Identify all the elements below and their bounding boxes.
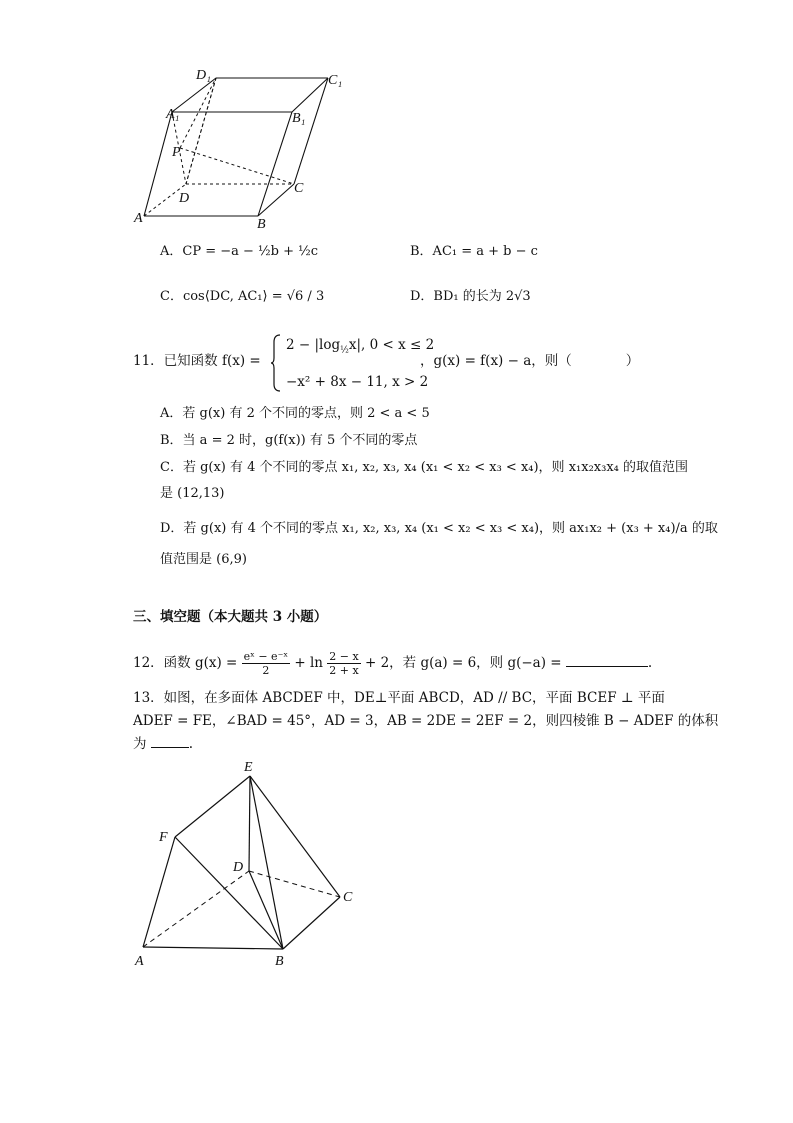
- q12-fraction-2: [327, 650, 360, 677]
- q11-option-a: A．若 g(x) 有 2 个不同的零点，则 2 < a < 5: [160, 406, 430, 421]
- q12-ln-num: 2 − x: [329, 650, 359, 663]
- q13-line-3: [133, 735, 193, 753]
- label-P: P: [172, 145, 181, 160]
- label-C2: C: [343, 890, 353, 905]
- label-B1: B₁: [292, 111, 306, 126]
- q13-line-3-end: .: [188, 736, 194, 752]
- q12-fraction-1: [242, 650, 290, 677]
- label-A1: A₁: [166, 107, 180, 122]
- q10-option-a: A．CP = −a − ½b + ½c: [160, 244, 318, 259]
- label-D: D: [179, 191, 190, 206]
- q10-option-b: B．AC₁ = a + b − c: [410, 244, 538, 259]
- q12-text-c: + 2，若 g(a) = 6，则 g(−a) =: [364, 655, 562, 671]
- q11-piece-2: −x² + 8x − 11, x > 2: [286, 374, 429, 390]
- q11-piece-1-base: ½: [340, 345, 349, 356]
- q11-option-d-line1: D．若 g(x) 有 4 个不同的零点 x₁, x₂, x₃, x₄ (x₁ < x₂ < x₃ < x₄)，则 ax₁x₂ + (x₃ + x₄)/a 的取: [160, 521, 718, 536]
- q11-piece-1: [286, 336, 434, 360]
- q13-answer-blank[interactable]: [151, 735, 189, 748]
- q11-option-d-line2: 值范围是 (6,9): [160, 552, 247, 567]
- q11-piece-1-head: 2 − |log: [286, 337, 341, 353]
- q12-text-b: + ln: [294, 655, 323, 671]
- label-F: F: [159, 830, 168, 845]
- label-C1: C₁: [328, 73, 343, 88]
- label-D1: D₁: [196, 68, 211, 83]
- figure-polyhedron: [125, 755, 365, 970]
- q11-option-c-line2: 是 (12,13): [160, 486, 225, 501]
- section-3-title: 三、填空题（本大题共 3 小题）: [133, 609, 328, 625]
- q12-text-a: 12．函数 g(x) =: [133, 655, 238, 671]
- q12-line: [133, 650, 652, 677]
- q12-answer-blank[interactable]: [566, 654, 648, 667]
- q11-option-b: B．当 a = 2 时，g(f(x)) 有 5 个不同的零点: [160, 433, 418, 448]
- q10-option-c: C．cos⟨DC, AC₁⟩ = √6 / 3: [160, 289, 325, 304]
- figure-parallelepiped: [120, 62, 360, 232]
- q13-line-1: 13．如图，在多面体 ABCDEF 中，DE⊥平面 ABCD，AD // BC，平面 BCEF ⊥ 平面: [133, 690, 665, 706]
- label-B2: B: [275, 954, 284, 969]
- label-A2: A: [135, 954, 144, 969]
- label-B: B: [257, 217, 266, 232]
- q11-stem-suffix: ，g(x) = f(x) − a，则（ ）: [420, 353, 640, 369]
- q13-line-3-text: 为: [133, 736, 147, 752]
- label-C: C: [294, 181, 304, 196]
- q12-text-end: .: [647, 655, 653, 671]
- q11-stem-prefix: 11．已知函数 f(x) =: [133, 353, 261, 369]
- q11-piece-1-tail: x|, 0 < x ≤ 2: [348, 337, 435, 353]
- q10-option-d: D．BD₁ 的长为 2√3: [410, 289, 531, 304]
- label-E: E: [244, 760, 253, 775]
- label-A: A: [134, 211, 143, 226]
- q12-ln-den: 2 + x: [329, 664, 359, 677]
- q12-frac-den: 2: [262, 664, 270, 677]
- q13-line-2: ADEF = FE，∠BAD = 45°，AD = 3，AB = 2DE = 2EF = 2，则四棱锥 B − ADEF 的体积: [133, 713, 719, 729]
- q12-frac-num: eˣ − e⁻ˣ: [243, 650, 289, 663]
- q11-option-c-line1: C．若 g(x) 有 4 个不同的零点 x₁, x₂, x₃, x₄ (x₁ < x₂ < x₃ < x₄)，则 x₁x₂x₃x₄ 的取值范围: [160, 460, 688, 475]
- label-D2: D: [233, 860, 244, 875]
- q11-piecewise-brace: [270, 334, 282, 392]
